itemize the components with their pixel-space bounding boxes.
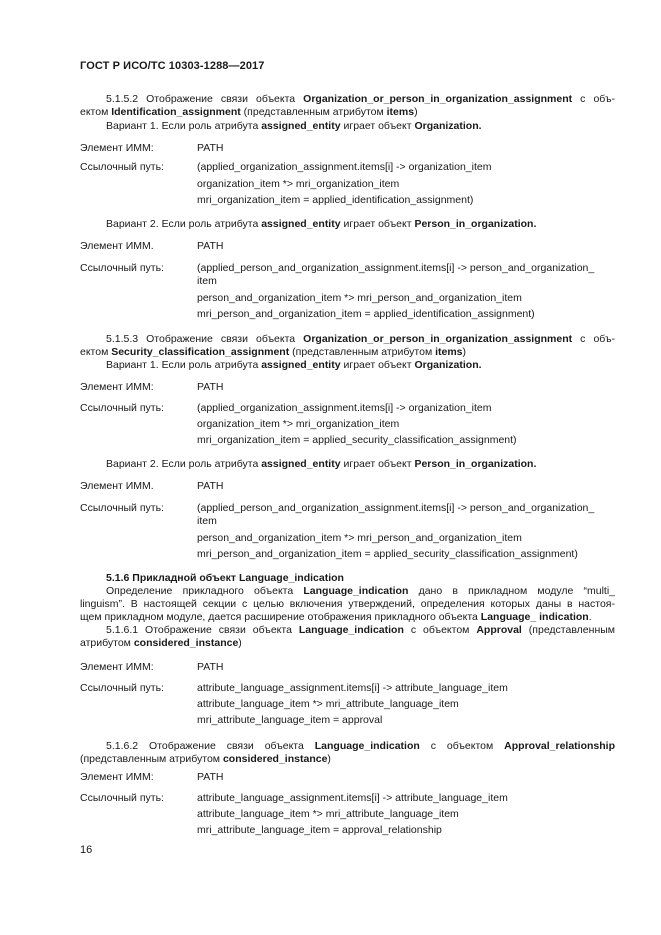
paragraph-5-1-5-2-line1: 5.1.5.2 Отображение связи объекта Organization_or_person_in_organization_assignment с объ- bbox=[106, 93, 616, 105]
element-value: PATH bbox=[197, 661, 224, 673]
path-label: Ссылочный путь: bbox=[80, 402, 164, 414]
element-label: Элемент ИММ: bbox=[80, 381, 154, 393]
path-line: mri_organization_item = applied_security_classification_assignment) bbox=[197, 434, 517, 446]
element-value: PATH bbox=[197, 381, 224, 393]
paragraph-5-1-6-2-line2: (представленным атрибутом considered_instance) bbox=[80, 753, 331, 765]
paragraph-5-1-5-3-line2: ектом Security_classification_assignment (представленным атрибутом items) bbox=[80, 346, 467, 358]
variant-2-line: Вариант 2. Если роль атрибута assigned_entity играет объект Person_in_organization. bbox=[106, 218, 537, 230]
path-line: organization_item *> mri_organization_item bbox=[197, 418, 400, 430]
path-line: attribute_language_item *> mri_attribute_language_item bbox=[197, 698, 459, 710]
element-label: Элемент ИММ. bbox=[80, 480, 154, 492]
path-line: mri_attribute_language_item = approval bbox=[197, 714, 383, 726]
variant-1-line: Вариант 1. Если роль атрибута assigned_entity играет объект Organization. bbox=[106, 120, 482, 132]
path-line: person_and_organization_item *> mri_person_and_organization_item bbox=[197, 292, 522, 304]
definition-paragraph-line1: Определение прикладного объекта Language_indication дано в прикладном модуле “multi_ bbox=[106, 585, 615, 597]
path-line: (applied_organization_assignment.items[i] -> organization_item bbox=[197, 402, 492, 414]
element-value: PATH bbox=[197, 240, 224, 252]
path-line: mri_person_and_organization_item = applied_identification_assignment) bbox=[197, 308, 535, 320]
element-label: Элемент ИММ: bbox=[80, 661, 154, 673]
paragraph-5-1-6-2-line1: 5.1.6.2 Отображение связи объекта Language_indication с объектом Approval_relationship bbox=[106, 740, 616, 752]
variant-1-line: Вариант 1. Если роль атрибута assigned_entity играет объект Organization. bbox=[106, 359, 482, 371]
path-label: Ссылочный путь: bbox=[80, 792, 164, 804]
paragraph-5-1-6-1-line1: 5.1.6.1 Отображение связи объекта Language_indication с объектом Approval (представленным bbox=[106, 624, 616, 636]
definition-paragraph-line2: linguism”. В настоящей секции с целью включения утверждений, определения которых даны в настоя- bbox=[80, 598, 615, 610]
path-line: attribute_language_assignment.items[i] -> attribute_language_item bbox=[197, 792, 508, 804]
path-line: item bbox=[197, 275, 217, 287]
element-label: Элемент ИММ. bbox=[80, 240, 154, 252]
definition-paragraph-line3: щем прикладном модуле, дается расширение отображения прикладного объекта Language_ indication. bbox=[80, 611, 592, 623]
path-label: Ссылочный путь: bbox=[80, 682, 164, 694]
element-label: Элемент ИММ: bbox=[80, 771, 154, 783]
paragraph-5-1-5-3-line1: 5.1.5.3 Отображение связи объекта Organization_or_person_in_organization_assignment с объ- bbox=[106, 333, 616, 345]
document-header: ГОСТ Р ИСО/ТС 10303-1288—2017 bbox=[80, 60, 265, 72]
path-line: mri_attribute_language_item = approval_relationship bbox=[197, 824, 442, 836]
path-line: (applied_person_and_organization_assignment.items[i] -> person_and_organization_ bbox=[197, 502, 595, 514]
page-number: 16 bbox=[80, 844, 93, 856]
path-line: (applied_person_and_organization_assignment.items[i] -> person_and_organization_ bbox=[197, 262, 595, 274]
section-heading-5-1-6: 5.1.6 Прикладной объект Language_indication bbox=[106, 572, 344, 584]
path-line: mri_organization_item = applied_identification_assignment) bbox=[197, 194, 474, 206]
path-line: mri_person_and_organization_item = applied_security_classification_assignment) bbox=[197, 548, 578, 560]
paragraph-5-1-5-2-line2: ектом Identification_assignment (представленным атрибутом items) bbox=[80, 106, 418, 118]
path-line: item bbox=[197, 515, 217, 527]
path-line: attribute_language_assignment.items[i] -> attribute_language_item bbox=[197, 682, 508, 694]
element-label: Элемент ИММ: bbox=[80, 142, 154, 154]
element-value: PATH bbox=[197, 771, 224, 783]
path-label: Ссылочный путь: bbox=[80, 161, 164, 173]
element-value: PATH bbox=[197, 480, 224, 492]
path-line: (applied_organization_assignment.items[i] -> organization_item bbox=[197, 161, 492, 173]
element-value: PATH bbox=[197, 142, 224, 154]
variant-2-line: Вариант 2. Если роль атрибута assigned_entity играет объект Person_in_organization. bbox=[106, 458, 537, 470]
path-label: Ссылочный путь: bbox=[80, 502, 164, 514]
path-line: organization_item *> mri_organization_item bbox=[197, 178, 400, 190]
paragraph-5-1-6-1-line2: атрибутом considered_instance) bbox=[80, 637, 242, 649]
path-line: person_and_organization_item *> mri_person_and_organization_item bbox=[197, 532, 522, 544]
path-line: attribute_language_item *> mri_attribute_language_item bbox=[197, 808, 459, 820]
path-label: Ссылочный путь: bbox=[80, 262, 164, 274]
